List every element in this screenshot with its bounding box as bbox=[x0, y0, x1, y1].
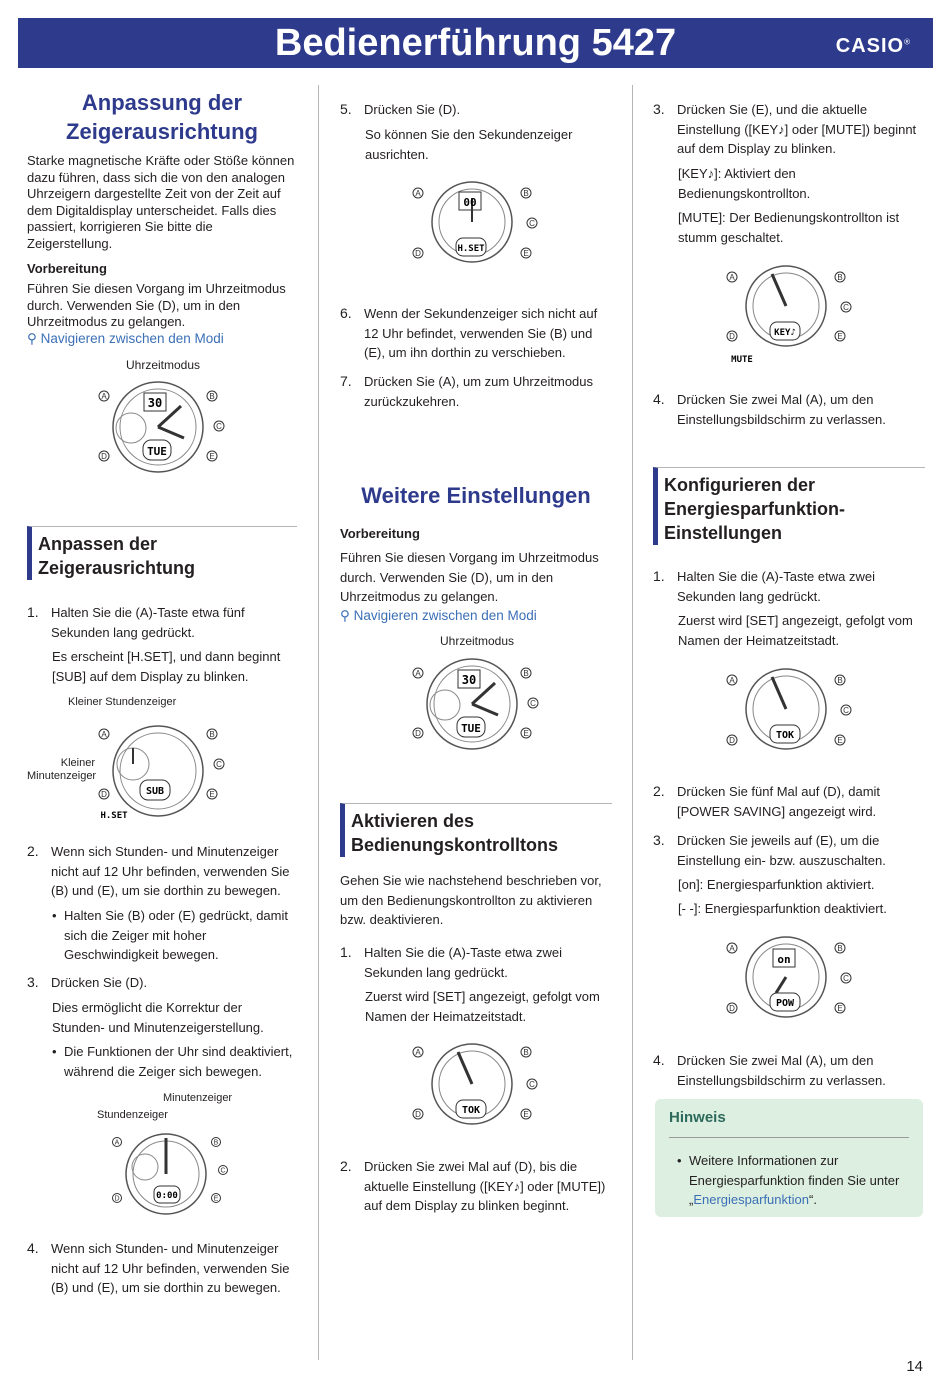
section-title-line: Einstellungen bbox=[664, 523, 783, 543]
step-text: Drücken Sie (D). bbox=[364, 102, 461, 117]
svg-text:E: E bbox=[837, 332, 843, 341]
watch-diagram bbox=[410, 178, 540, 268]
figure-label: Stundenzeiger bbox=[97, 1109, 168, 1121]
step-bullet bbox=[27, 1042, 297, 1081]
step-number: 4. bbox=[653, 391, 665, 407]
svg-text:A: A bbox=[415, 1048, 421, 1057]
svg-text:B: B bbox=[209, 392, 215, 401]
step-2 bbox=[653, 782, 925, 821]
brand-name: CASIO bbox=[835, 35, 905, 57]
step-text: Wenn sich Stunden- und Minutenzeiger nicht auf 12 Uhr befinden, verwenden Sie (B) und (E), um sie dorthin zu bewegen. bbox=[51, 844, 290, 898]
step-number: 4. bbox=[27, 1240, 39, 1256]
svg-text:A: A bbox=[101, 392, 107, 401]
lcd-value: 30 bbox=[147, 396, 163, 410]
prep-text: Führen Sie diesen Vorgang im Uhrzeitmodus durch. Verwenden Sie (D), um in den Uhrzeitmodus zu gelangen. bbox=[340, 550, 599, 604]
section-title: Weitere Einstellungen bbox=[361, 483, 591, 508]
step-6 bbox=[340, 304, 612, 363]
watch-diagram bbox=[96, 722, 226, 822]
svg-text:E: E bbox=[209, 790, 215, 799]
svg-text:D: D bbox=[114, 1195, 120, 1203]
svg-text:E: E bbox=[837, 1004, 843, 1013]
svg-text:A: A bbox=[415, 669, 421, 678]
lcd-value: TUE bbox=[147, 445, 167, 458]
step-3 bbox=[653, 100, 925, 159]
lcd-value: on bbox=[777, 953, 791, 966]
label-line: Kleiner bbox=[60, 757, 95, 769]
step-note: Zuerst wird [SET] angezeigt, gefolgt vom Namen der Heimatzeitstadt. bbox=[678, 613, 913, 648]
step-1 bbox=[340, 943, 612, 982]
page-header bbox=[18, 18, 933, 68]
step-text: Wenn der Sekundenzeiger sich nicht auf 12 Uhr befindet, verwenden Sie (B) und (E), um ihn dorthin zu verschieben. bbox=[364, 306, 598, 360]
step-5 bbox=[340, 100, 612, 120]
step-text: Drücken Sie (D). bbox=[51, 975, 148, 990]
step-text: Halten Sie die (A)-Taste etwa fünf Sekunden lang gedrückt. bbox=[51, 605, 245, 640]
step-2 bbox=[340, 1157, 612, 1216]
svg-text:D: D bbox=[729, 332, 735, 341]
svg-text:C: C bbox=[216, 422, 222, 431]
svg-text:C: C bbox=[843, 303, 849, 312]
figure-caption: Uhrzeitmodus bbox=[126, 358, 201, 372]
hint-bullet-dot: • bbox=[677, 1153, 682, 1168]
section-title-line: Konfigurieren der bbox=[664, 475, 816, 495]
svg-text:C: C bbox=[843, 974, 849, 983]
svg-text:B: B bbox=[213, 1139, 219, 1147]
step-note: [MUTE]: Der Bedienungskontrollton ist stumm geschaltet. bbox=[678, 210, 900, 245]
step-number: 2. bbox=[340, 1158, 352, 1174]
svg-text:B: B bbox=[209, 730, 215, 739]
hint-divider bbox=[669, 1137, 909, 1138]
svg-text:D: D bbox=[101, 790, 107, 799]
svg-text:B: B bbox=[837, 676, 843, 685]
section-header bbox=[340, 803, 612, 857]
svg-text:B: B bbox=[523, 1048, 529, 1057]
title-line: Zeigerausrichtung bbox=[66, 119, 258, 144]
step-text: Drücken Sie (A), um zum Uhrzeitmodus zurückzukehren. bbox=[364, 374, 594, 409]
step-note: [KEY♪]: Aktiviert den Bedienungskontrollton. bbox=[678, 166, 811, 201]
section-title-line: Anpassen der bbox=[38, 534, 158, 554]
svg-text:C: C bbox=[529, 1080, 535, 1089]
svg-text:A: A bbox=[729, 676, 735, 685]
search-icon: ⚲ bbox=[340, 608, 350, 623]
watch-diagram bbox=[96, 378, 226, 478]
step-number: 5. bbox=[340, 101, 352, 117]
bullet-dot: • bbox=[52, 908, 57, 923]
watch-diagram bbox=[410, 1040, 540, 1130]
step-text: Drücken Sie jeweils auf (E), um die Einstellung ein- bzw. auszuschalten. bbox=[677, 833, 886, 868]
figure-caption: Uhrzeitmodus bbox=[440, 634, 515, 648]
svg-text:A: A bbox=[101, 730, 107, 739]
section-header bbox=[27, 526, 297, 580]
step-7 bbox=[340, 372, 612, 411]
step-number: 1. bbox=[27, 604, 39, 620]
watch-diagram bbox=[110, 1132, 230, 1222]
watch-diagram bbox=[724, 665, 854, 755]
section-header bbox=[653, 467, 925, 545]
section-title-line: Bedienungskontrolltons bbox=[351, 835, 558, 855]
bullet-text: Die Funktionen der Uhr sind deaktiviert, während die Zeiger sich bewegen. bbox=[64, 1044, 293, 1079]
search-icon: ⚲ bbox=[27, 331, 37, 346]
svg-text:C: C bbox=[530, 699, 536, 708]
modes-link[interactable] bbox=[340, 608, 612, 624]
step-text: Wenn sich Stunden- und Minutenzeiger nicht auf 12 Uhr befinden, verwenden Sie (B) und (E), um sie dorthin zu bewegen. bbox=[51, 1241, 290, 1295]
title-line: Anpassung der bbox=[81, 90, 243, 115]
lcd-value: KEY♪ bbox=[774, 328, 796, 338]
page-number: 14 bbox=[906, 1358, 923, 1375]
svg-text:B: B bbox=[523, 189, 529, 198]
section-title-line: Energiesparfunktion- bbox=[664, 499, 846, 519]
step-4 bbox=[27, 1239, 297, 1298]
svg-text:A: A bbox=[114, 1139, 120, 1147]
svg-text:C: C bbox=[216, 760, 222, 769]
svg-text:C: C bbox=[843, 706, 849, 715]
hint-title: Hinweis bbox=[669, 1109, 726, 1126]
step-text: Drücken Sie zwei Mal auf (D), bis die aktuelle Einstellung ([KEY♪] oder [MUTE]) auf dem Display zu blinken beginnt. bbox=[364, 1159, 606, 1213]
brand-mark: ® bbox=[904, 37, 911, 47]
svg-text:A: A bbox=[729, 944, 735, 953]
step-text: Halten Sie die (A)-Taste etwa zwei Sekunden lang gedrückt. bbox=[364, 945, 562, 980]
lcd-value: 00 bbox=[463, 196, 477, 209]
link-text[interactable]: Navigieren zwischen den Modi bbox=[40, 331, 224, 346]
step-1 bbox=[653, 567, 925, 606]
section-title-line: Aktivieren des bbox=[351, 811, 475, 831]
svg-text:E: E bbox=[523, 1110, 529, 1119]
lcd-value: H.SET bbox=[457, 244, 485, 254]
step-3 bbox=[653, 831, 925, 870]
svg-text:B: B bbox=[523, 669, 529, 678]
svg-text:B: B bbox=[837, 273, 843, 282]
lcd-value: SUB bbox=[145, 786, 165, 797]
step-text: Drücken Sie (E), und die aktuelle Einstellung ([KEY♪] oder [MUTE]) beginnt auf dem Display zu blinken. bbox=[677, 102, 917, 156]
svg-text:B: B bbox=[837, 944, 843, 953]
lcd-value: POW bbox=[775, 998, 795, 1009]
lcd-value: 30 bbox=[461, 673, 477, 687]
svg-text:D: D bbox=[729, 736, 735, 745]
lcd-value: TUE bbox=[461, 722, 481, 735]
step-number: 6. bbox=[340, 305, 352, 321]
figure-label: Minutenzeiger bbox=[163, 1092, 233, 1104]
step-number: 2. bbox=[27, 843, 39, 859]
hint-text-part: Weitere Informationen zur Energiesparfunktion finden Sie unter „ bbox=[689, 1153, 900, 1207]
display-label: MUTE bbox=[731, 355, 753, 365]
step-3 bbox=[27, 973, 297, 993]
svg-text:E: E bbox=[213, 1195, 219, 1203]
step-bullet bbox=[27, 906, 297, 965]
energy-saving-link[interactable]: Energiesparfunktion bbox=[693, 1192, 809, 1207]
step-number: 3. bbox=[653, 101, 665, 117]
bullet-dot: • bbox=[52, 1044, 57, 1059]
watch-diagram bbox=[410, 655, 540, 755]
intro-text: Gehen Sie wie nachstehend beschrieben vor, um den Bedienungskontrollton zu aktivieren bzw. deaktivieren. bbox=[340, 873, 602, 927]
svg-text:C: C bbox=[529, 219, 535, 228]
hint-box bbox=[655, 1099, 923, 1217]
step-text: Drücken Sie zwei Mal (A), um den Einstellungsbildschirm zu verlassen. bbox=[677, 392, 886, 427]
svg-text:D: D bbox=[415, 1110, 421, 1119]
link-text[interactable]: Navigieren zwischen den Modi bbox=[353, 608, 537, 623]
svg-text:A: A bbox=[729, 273, 735, 282]
step-text: Halten Sie die (A)-Taste etwa zwei Sekunden lang gedrückt. bbox=[677, 569, 875, 604]
svg-text:D: D bbox=[729, 1004, 735, 1013]
prep-text: Führen Sie diesen Vorgang im Uhrzeitmodus durch. Verwenden Sie (D), um in den Uhrzeitmodus zu gelangen. bbox=[27, 281, 286, 329]
step-number: 1. bbox=[340, 944, 352, 960]
svg-text:E: E bbox=[209, 452, 215, 461]
figure-label bbox=[27, 757, 95, 783]
step-note: Zuerst wird [SET] angezeigt, gefolgt vom Namen der Heimatzeitstadt. bbox=[365, 989, 600, 1024]
figure-label: Kleiner Stundenzeiger bbox=[68, 696, 177, 708]
step-2 bbox=[27, 842, 297, 901]
display-label: H.SET bbox=[100, 811, 128, 821]
step-text: Drücken Sie zwei Mal (A), um den Einstellungsbildschirm zu verlassen. bbox=[677, 1053, 886, 1088]
step-note: Es erscheint [H.SET], und dann beginnt [SUB] auf dem Display zu blinken. bbox=[52, 649, 281, 684]
modes-link[interactable] bbox=[27, 331, 297, 347]
svg-text:D: D bbox=[415, 729, 421, 738]
lcd-value: TOK bbox=[775, 730, 795, 741]
column-divider bbox=[318, 85, 319, 1360]
casio-logo bbox=[836, 35, 911, 58]
bullet-text: Halten Sie (B) oder (E) gedrückt, damit sich die Zeiger mit hoher Geschwindigkeit bewegen. bbox=[64, 908, 288, 962]
svg-text:E: E bbox=[523, 249, 529, 258]
lcd-value: TOK bbox=[461, 1105, 481, 1116]
step-note: Dies ermöglicht die Korrektur der Stunden- und Minutenzeigerstellung. bbox=[52, 1000, 264, 1035]
step-note: [- -]: Energiesparfunktion deaktiviert. bbox=[678, 901, 887, 916]
hint-text bbox=[689, 1151, 907, 1210]
step-number: 3. bbox=[653, 832, 665, 848]
watch-diagram bbox=[724, 262, 854, 367]
prep-label: Vorbereitung bbox=[27, 261, 107, 276]
step-4 bbox=[653, 1051, 925, 1090]
step-number: 4. bbox=[653, 1052, 665, 1068]
step-note: [on]: Energiesparfunktion aktiviert. bbox=[678, 877, 875, 892]
intro-text: Starke magnetische Kräfte oder Stöße können dazu führen, dass sich die von den analogen Uhrzeigern dargestellte Zeit von der Zeit auf dem Digitaldisplay unterscheidet. Falls dies passiert, korrigieren Sie bitte die Zeigerstellung. bbox=[27, 153, 295, 251]
step-number: 7. bbox=[340, 373, 352, 389]
step-1 bbox=[27, 603, 297, 642]
section-title-line: Zeigerausrichtung bbox=[38, 558, 196, 578]
step-number: 1. bbox=[653, 568, 665, 584]
svg-text:A: A bbox=[415, 189, 421, 198]
svg-text:C: C bbox=[220, 1167, 226, 1175]
svg-text:E: E bbox=[523, 729, 529, 738]
page-title: Bedienerführung 5427 bbox=[274, 22, 677, 64]
hint-text-part: “. bbox=[808, 1192, 817, 1207]
step-text: Drücken Sie fünf Mal auf (D), damit [POWER SAVING] angezeigt wird. bbox=[677, 784, 881, 819]
svg-text:D: D bbox=[101, 452, 107, 461]
step-note: So können Sie den Sekundenzeiger ausrichten. bbox=[365, 127, 573, 162]
watch-diagram bbox=[724, 933, 854, 1023]
section-title bbox=[27, 88, 297, 146]
column-divider bbox=[632, 85, 633, 1360]
step-4 bbox=[653, 390, 925, 429]
prep-label: Vorbereitung bbox=[340, 526, 420, 541]
step-number: 3. bbox=[27, 974, 39, 990]
svg-text:D: D bbox=[415, 249, 421, 258]
step-number: 2. bbox=[653, 783, 665, 799]
lcd-value: 0:00 bbox=[156, 1191, 178, 1201]
svg-text:E: E bbox=[837, 736, 843, 745]
label-line: Minutenzeiger bbox=[27, 770, 97, 782]
